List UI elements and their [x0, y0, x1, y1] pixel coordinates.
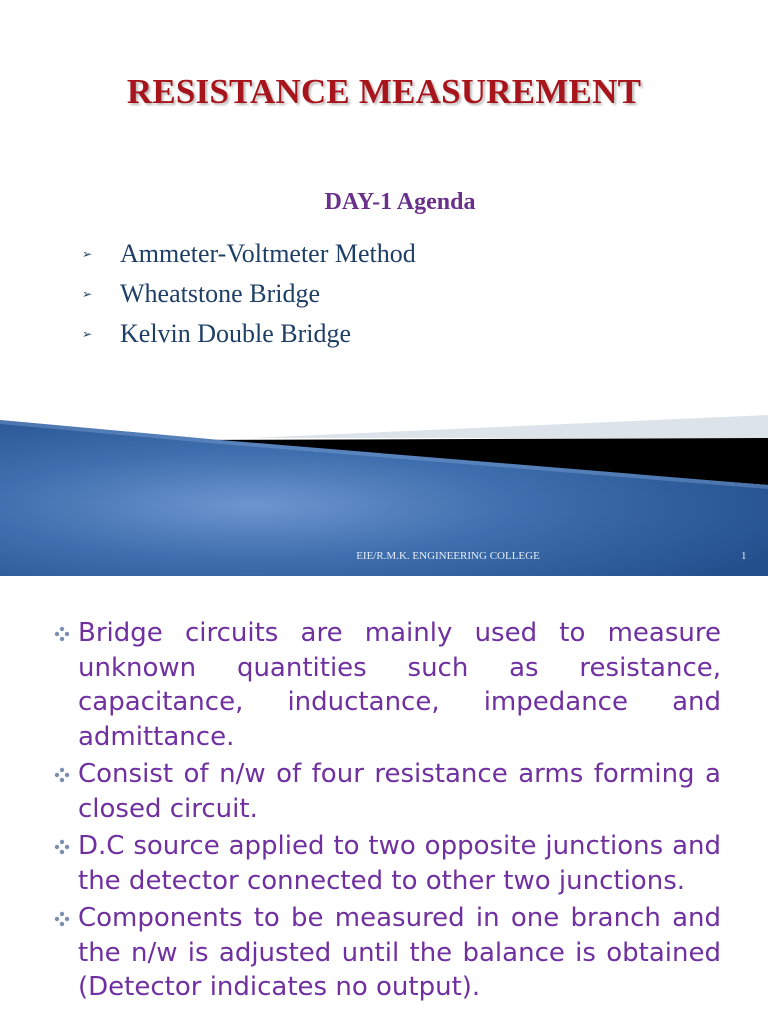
bullet-text: Consist of n/w of four resistance arms forming a closed circuit. [78, 759, 721, 824]
agenda-item [82, 314, 416, 354]
agenda-item-label: Wheatstone Bridge [120, 279, 320, 308]
agenda-item [82, 274, 416, 314]
arrow-bullet-icon: ➢ [82, 247, 93, 261]
arrow-bullet-icon: ➢ [82, 287, 93, 301]
slide-page-number: 1 [741, 550, 747, 562]
diamond-bullet-icon [54, 839, 70, 855]
agenda-heading: DAY-1 Agenda [324, 189, 476, 215]
bullet-text: Components to be measured in one branch and the n/w is adjusted until the balance is obtained (Detector indicates no output). [78, 903, 721, 1002]
diamond-bullet-icon [54, 911, 70, 927]
diamond-bullet-icon [54, 626, 70, 642]
bullet-item [54, 616, 721, 754]
bullet-list [54, 616, 721, 1008]
slide-2 [0, 576, 768, 1024]
bullet-text: D.C source applied to two opposite junctions and the detector connected to other two junctions. [78, 831, 721, 896]
slide-footer: EIE/R.M.K. ENGINEERING COLLEGE [356, 550, 540, 562]
arrow-bullet-icon: ➢ [82, 327, 93, 341]
slide-title: RESISTANCE MEASUREMENT [126, 72, 642, 111]
bullet-item [54, 757, 721, 826]
bullet-text: Bridge circuits are mainly used to measure unknown quantities such as resistance, capacitance, inductance, impedance and admittance. [78, 618, 721, 752]
agenda-item [82, 234, 416, 274]
agenda-list [82, 234, 416, 354]
diamond-bullet-icon [54, 767, 70, 783]
agenda-item-label: Ammeter-Voltmeter Method [120, 239, 416, 268]
agenda-item-label: Kelvin Double Bridge [120, 319, 352, 348]
bullet-item [54, 901, 721, 1005]
bullet-item [54, 829, 721, 898]
